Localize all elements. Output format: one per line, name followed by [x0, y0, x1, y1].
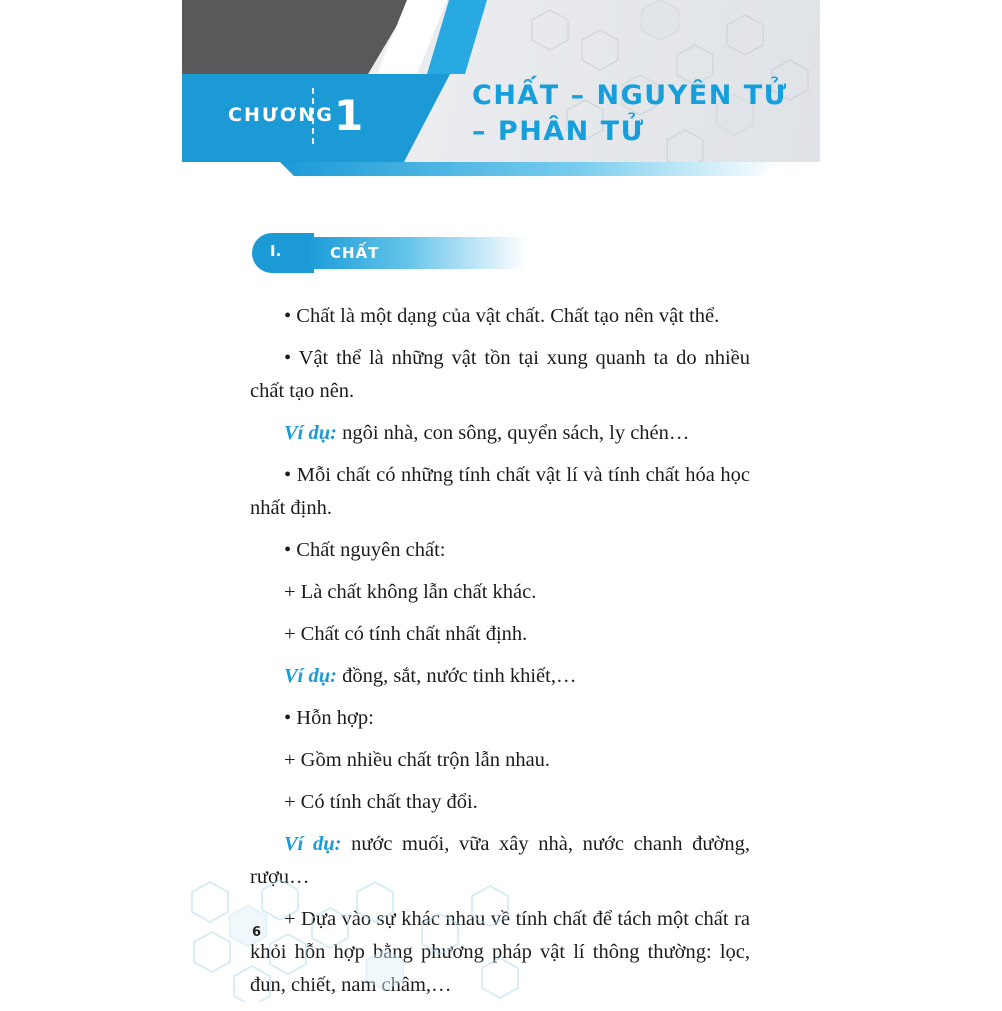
section-number: I. — [270, 242, 282, 260]
paragraph-1: • Chất là một dạng của vật chất. Chất tạo nên vật thể. — [284, 305, 720, 327]
section-number-badge — [252, 233, 314, 273]
example-text-3: nước muối, vữa xây nhà, nước chanh đường, rượu… — [250, 833, 750, 888]
paragraph-7: + Chất có tính chất nhất định. — [284, 623, 528, 645]
page-number: 6 — [252, 925, 262, 940]
paragraph-5: • Chất nguyên chất: — [284, 539, 446, 561]
chapter-number: 1 — [334, 91, 364, 140]
example-text-1: ngôi nhà, con sông, quyển sách, ly chén… — [336, 422, 690, 444]
chapter-title-line2: – PHÂN TỬ — [472, 116, 645, 147]
header-dark-shape — [182, 0, 412, 74]
example-label-2: Ví dụ: — [284, 665, 337, 687]
section-title: CHẤT — [330, 244, 380, 262]
chapter-title — [472, 78, 802, 150]
paragraph-9: • Hỗn hợp: — [284, 707, 374, 729]
section-heading — [252, 233, 527, 273]
chapter-title-line1: CHẤT – NGUYÊN TỬ — [472, 80, 788, 111]
chapter-header-banner — [182, 0, 820, 162]
paragraph-11: + Có tính chất thay đổi. — [284, 791, 478, 813]
paragraph-2: • Vật thể là những vật tồn tại xung quanh ta do nhiều chất tạo nên. — [250, 347, 750, 402]
example-label-1: Ví dụ: — [284, 422, 337, 444]
example-label-3: Ví dụ: — [284, 833, 342, 855]
header-underline-accent — [280, 162, 780, 176]
paragraph-3 — [250, 417, 750, 450]
example-text-2: đồng, sắt, nước tinh khiết,… — [336, 665, 577, 687]
paragraph-4: • Mỗi chất có những tính chất vật lí và tính chất hóa học nhất định. — [250, 464, 750, 519]
paragraph-8 — [250, 660, 750, 693]
chapter-divider — [312, 88, 314, 144]
paragraph-10: + Gồm nhiều chất trộn lẫn nhau. — [284, 749, 551, 771]
paragraph-6: + Là chất không lẫn chất khác. — [284, 581, 537, 603]
hexagon-decoration-icon — [170, 862, 540, 1002]
paragraph-13: + Dựa vào sự khác nhau về tính chất để tách một chất ra khỏi hỗn hợp bằng phương pháp vật lí thông thường: lọc, đun, chiết, nam châm,… — [250, 908, 750, 996]
chapter-label: CHƯƠNG — [228, 104, 334, 126]
